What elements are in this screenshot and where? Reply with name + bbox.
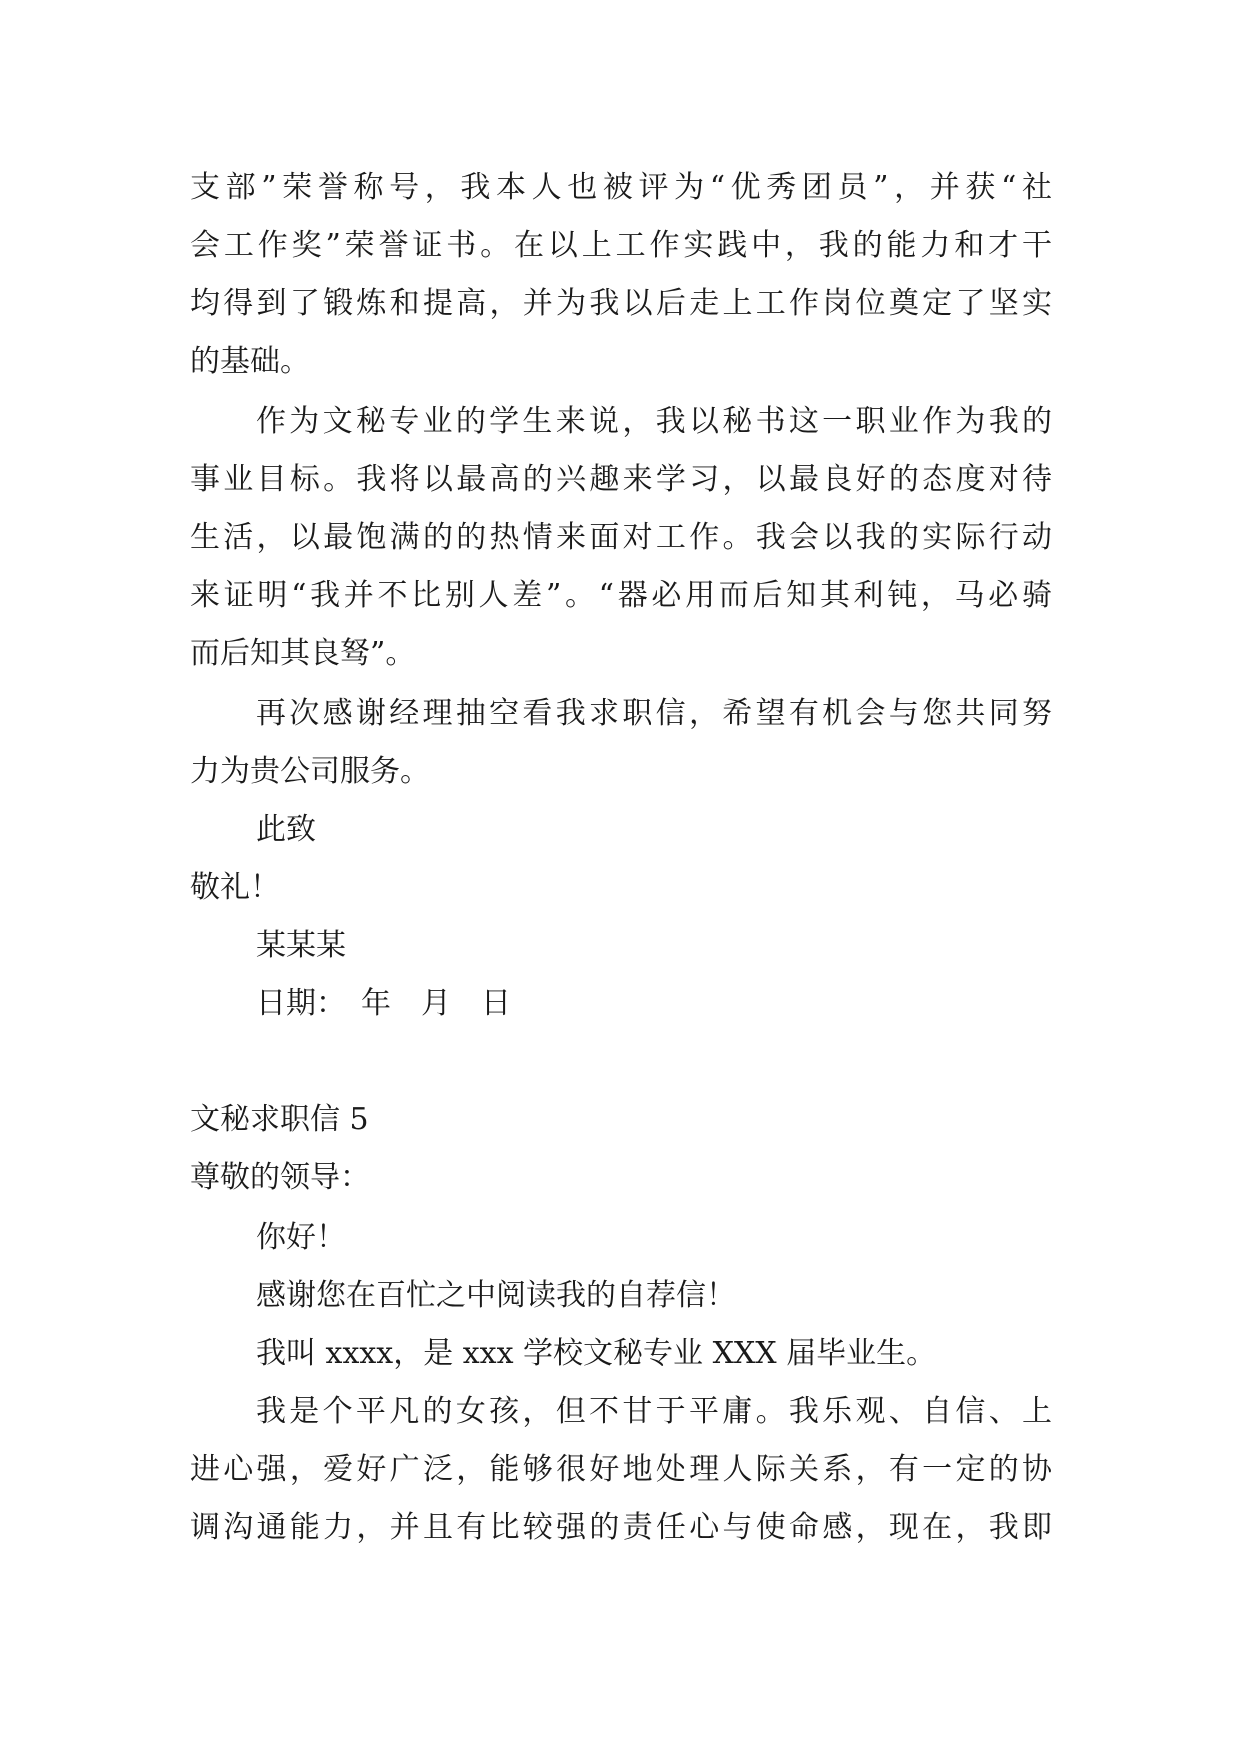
body-text-line: 感谢您在百忙之中阅读我的自荐信！ (256, 1278, 736, 1313)
letter-salutation: 尊敬的领导： (190, 1160, 370, 1195)
body-text-line: 事业目标。我将以最高的兴趣来学习，以最良好的态度对待 (190, 462, 1052, 497)
body-text-line: 调沟通能力，并且有比较强的责任心与使命感，现在，我即 (190, 1510, 1052, 1545)
closing-salutation: 此致 (256, 812, 316, 847)
section-title: 文秘求职信 5 (190, 1102, 369, 1137)
body-text-line: 我叫 xxxx，是 xxx 学校文秘专业 XXX 届毕业生。 (256, 1336, 937, 1371)
paragraph-first-line: 再次感谢经理抽空看我求职信，希望有机会与您共同努 (256, 696, 1052, 731)
closing-regards: 敬礼！ (190, 870, 280, 905)
body-text-line: 支部”荣誉称号，我本人也被评为“优秀团员”，并获“社 (190, 170, 1052, 205)
greeting-line: 你好！ (256, 1220, 346, 1255)
body-text-line: 会工作奖”荣誉证书。在以上工作实践中，我的能力和才干 (190, 228, 1052, 263)
paragraph-first-line: 我是个平凡的女孩，但不甘于平庸。我乐观、自信、上 (256, 1394, 1052, 1429)
body-text-line: 进心强，爱好广泛，能够很好地处理人际关系，有一定的协 (190, 1452, 1052, 1487)
paragraph-first-line: 作为文秘专业的学生来说，我以秘书这一职业作为我的 (256, 404, 1052, 439)
body-text-line: 的基础。 (190, 344, 310, 379)
body-text-line: 力为贵公司服务。 (190, 754, 430, 789)
body-text-line: 来证明“我并不比别人差”。“器必用而后知其利钝，马必骑 (190, 578, 1052, 613)
body-text-line: 而后知其良驽”。 (190, 636, 416, 671)
signature-date: 日期： 年 月 日 (256, 986, 511, 1021)
body-text-line: 均得到了锻炼和提高，并为我以后走上工作岗位奠定了坚实 (190, 286, 1052, 321)
body-text-line: 生活，以最饱满的的热情来面对工作。我会以我的实际行动 (190, 520, 1052, 555)
signature-name: 某某某 (256, 928, 346, 963)
